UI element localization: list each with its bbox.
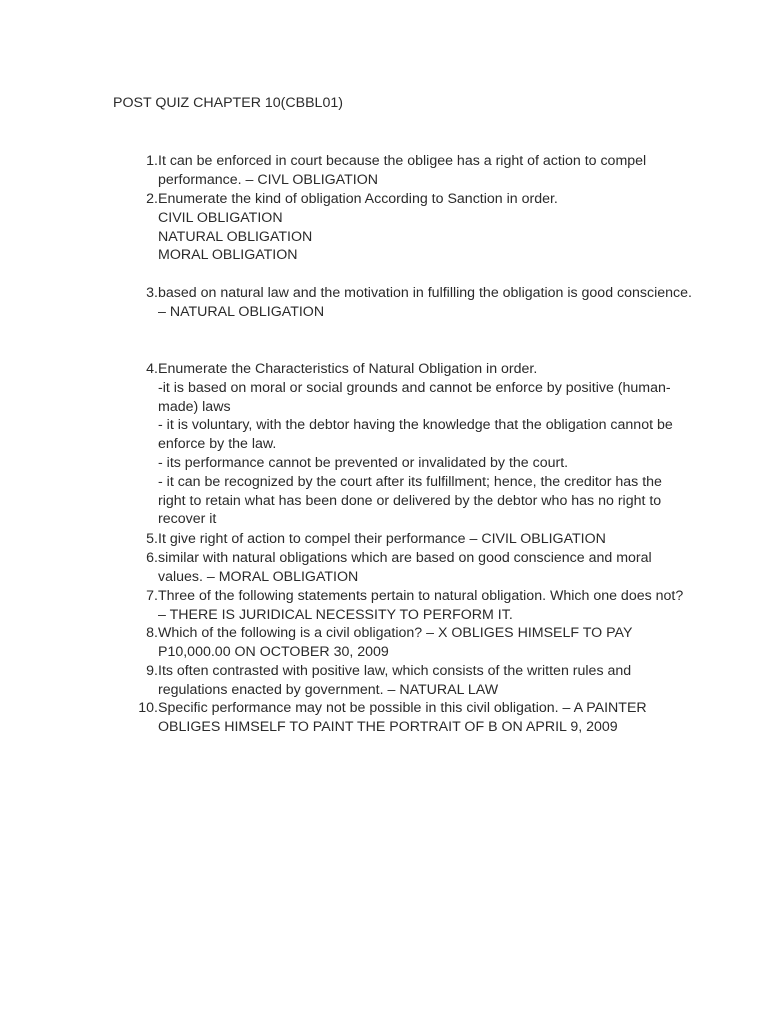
item-body <box>158 190 683 265</box>
item-line: Its often contrasted with positive law, which consists of the written rules and <box>158 663 632 679</box>
item-line: It give right of action to compel their performance – CIVIL OBLIGATION <box>158 531 606 547</box>
item-line: It can be enforced in court because the obligee has a right of action to compel <box>158 153 647 169</box>
item-body <box>158 587 683 625</box>
item-line: recover it <box>158 511 217 528</box>
quiz-item-6 <box>113 549 683 585</box>
item-number: 9. <box>146 663 158 679</box>
item-line: values. – MORAL OBLIGATION <box>158 568 359 585</box>
item-line: regulations enacted by government. – NATURAL LAW <box>158 681 499 698</box>
quiz-item-8 <box>113 624 683 660</box>
item-line: CIVIL OBLIGATION <box>158 209 283 226</box>
item-line: performance. – CIVL OBLIGATION <box>158 171 378 188</box>
item-line: similar with natural obligations which are based on good conscience and moral <box>158 550 652 566</box>
item-line: OBLIGES HIMSELF TO PAINT THE PORTRAIT OF B ON APRIL 9, 2009 <box>158 718 618 735</box>
item-line: MORAL OBLIGATION <box>158 247 298 264</box>
quiz-item-1 <box>113 152 683 188</box>
item-line: right to retain what has been done or delivered by the debtor who has no right to <box>158 492 662 509</box>
quiz-item-10 <box>113 699 683 735</box>
quiz-item-4 <box>113 360 683 528</box>
item-body <box>158 284 692 322</box>
quiz-item-5 <box>113 530 683 549</box>
item-body <box>158 699 683 737</box>
item-number: 4. <box>146 361 158 377</box>
item-body <box>158 662 683 700</box>
item-line: Enumerate the Characteristics of Natural Obligation in order. <box>158 361 538 377</box>
document-title: POST QUIZ CHAPTER 10(CBBL01) <box>113 95 343 111</box>
item-body <box>158 152 683 190</box>
quiz-item-9 <box>113 662 683 698</box>
item-number: 7. <box>146 588 158 604</box>
item-number: 10. <box>138 700 158 716</box>
item-line: - it can be recognized by the court after its fulfillment; hence, the creditor has the <box>158 473 662 490</box>
item-line: Enumerate the kind of obligation According to Sanction in order. <box>158 191 558 207</box>
item-line: NATURAL OBLIGATION <box>158 228 313 245</box>
quiz-item-7 <box>113 587 684 623</box>
item-body <box>158 549 683 587</box>
item-number: 1. <box>146 153 158 169</box>
item-line: – NATURAL OBLIGATION <box>158 303 325 320</box>
item-number: 2. <box>146 191 158 207</box>
item-number: 5. <box>146 531 158 547</box>
item-line: enforce by the law. <box>158 436 277 453</box>
item-number: 8. <box>146 625 158 641</box>
item-line: based on natural law and the motivation in fulfilling the obligation is good conscience. <box>158 285 692 301</box>
item-body <box>158 624 683 662</box>
item-line: Which of the following is a civil obligation? – X OBLIGES HIMSELF TO PAY <box>158 625 633 641</box>
item-line: -it is based on moral or social grounds and cannot be enforce by positive (human- <box>158 379 671 396</box>
item-line: - its performance cannot be prevented or invalidated by the court. <box>158 454 569 471</box>
item-line: P10,000.00 ON OCTOBER 30, 2009 <box>158 643 389 660</box>
item-line: Specific performance may not be possible in this civil obligation. – A PAINTER <box>158 700 647 716</box>
item-line: Three of the following statements pertain to natural obligation. Which one does not? <box>158 588 684 604</box>
item-number: 6. <box>146 550 158 566</box>
item-line: – THERE IS JURIDICAL NECESSITY TO PERFORM IT. <box>158 606 513 623</box>
item-line: - it is voluntary, with the debtor having the knowledge that the obligation cannot be <box>158 417 673 434</box>
quiz-item-2 <box>113 190 683 264</box>
quiz-item-3 <box>113 284 692 320</box>
item-body <box>158 530 683 549</box>
item-number: 3. <box>146 285 158 301</box>
item-body <box>158 360 683 529</box>
item-line: made) laws <box>158 398 231 415</box>
